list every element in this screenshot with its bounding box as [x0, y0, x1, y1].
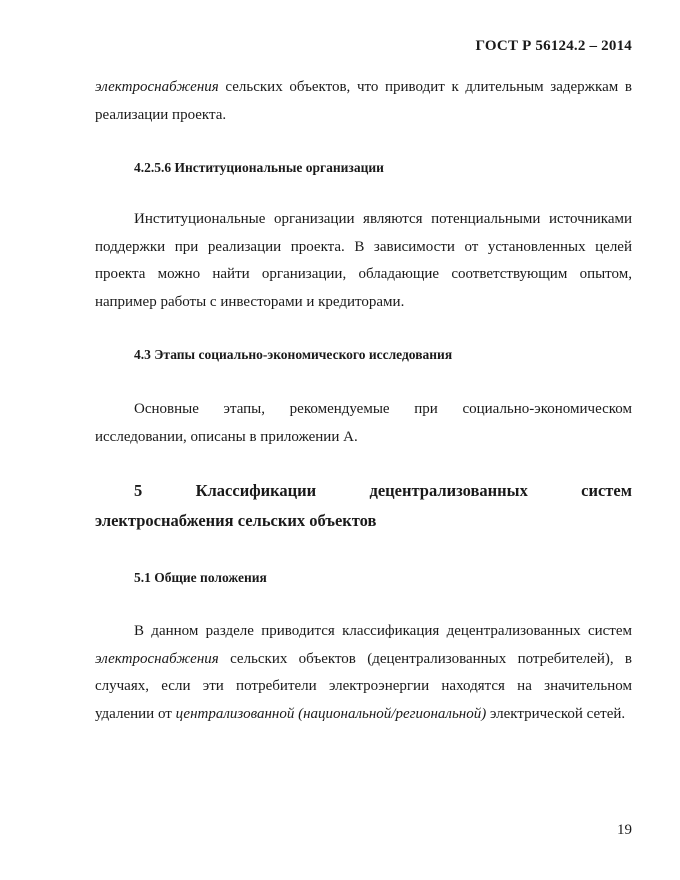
section-5-1-title: 5.1 Общие положения [134, 570, 267, 585]
intro-italic-term: электроснабжения [95, 79, 219, 95]
section-5-title-line2: электроснабжения сельских объектов [95, 511, 377, 530]
intro-paragraph [95, 74, 632, 129]
standard-header: ГОСТ Р 56124.2 – 2014 [475, 38, 632, 54]
intro-text: сельских объектов, что приводит к длительным задержкам в реализации проекта. [95, 79, 632, 123]
classification-italic-1: электроснабжения [95, 650, 219, 667]
institutions-paragraph: Институциональные организации являются потенциальными источниками поддержки при реализации проекта. В зависимости от установленных целей проекта можно найти организации, обладающие соответствующим опытом, например работы с инвесторами и кредиторами. [95, 211, 632, 310]
section-5 [95, 476, 632, 536]
section-5-word-systems: систем [581, 481, 632, 500]
section-5-word-classification: Классификации [195, 481, 317, 500]
section-4-2-5-6 [95, 158, 632, 178]
intro-paragraph-block [95, 74, 632, 129]
institutions-paragraph-block [95, 206, 632, 316]
classification-text-1: В данном разделе приводится классификация децентрализованных систем [134, 623, 632, 639]
classification-italic-2: централизованной (национальной/региональной) [175, 705, 487, 722]
classification-text-2: сельских объектов (децентрализованных потребителей), в случаях, если эти потребители электроэнергии находятся на значительном удалении от [95, 650, 632, 722]
stages-paragraph-block [95, 396, 632, 451]
section-5-word-decentralized: децентрализованных [369, 481, 528, 500]
stages-paragraph-line2: исследовании, описаны в приложении А. [95, 428, 358, 445]
section-5-1 [95, 568, 632, 588]
section-5-number: 5 [134, 481, 143, 500]
section-5-title-line1 [95, 476, 632, 506]
section-4-2-5-6-title: 4.2.5.6 Институциональные организации [134, 160, 384, 175]
stages-paragraph-line1: Основные этапы, рекомендуемые при социально-экономическом [134, 401, 632, 417]
classification-paragraph [95, 618, 632, 728]
classification-paragraph-block [95, 618, 632, 728]
section-4-3-title: 4.3 Этапы социально-экономического исследования [134, 347, 453, 362]
page-number: 19 [617, 822, 632, 838]
classification-text-3: электрической сетей. [486, 705, 626, 722]
section-4-3 [95, 345, 632, 365]
